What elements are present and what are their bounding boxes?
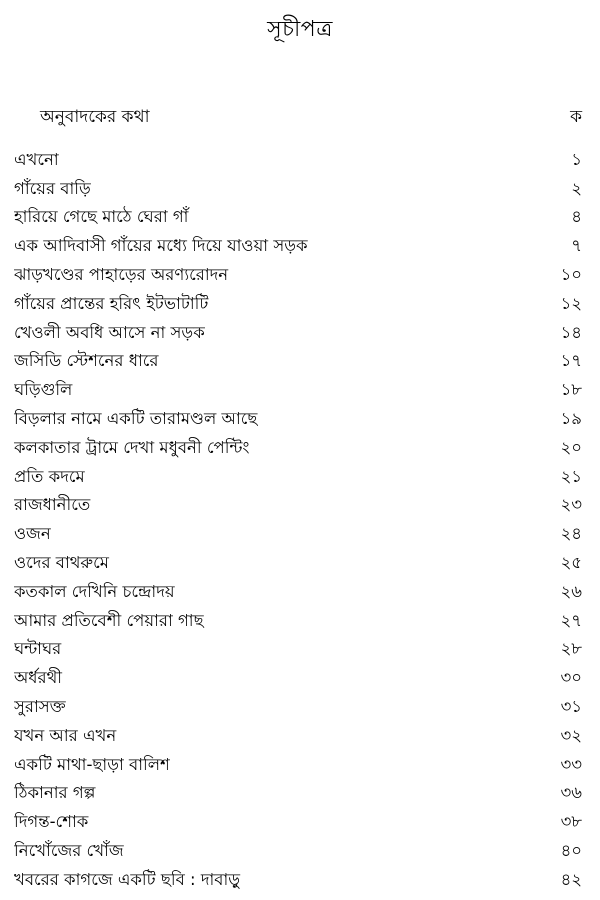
toc-entry-page-number: ৩৬	[560, 783, 582, 803]
toc-entry-page-number: ২৩	[560, 495, 582, 515]
toc-entry-title: হারিয়ে গেছে মাঠে ঘেরা গাঁ	[14, 207, 189, 227]
toc-entry-title: নিখোঁজের খোঁজ	[14, 841, 124, 861]
toc-entry[interactable]	[14, 434, 582, 463]
toc-entry-page-number: ২৮	[560, 639, 582, 659]
toc-entry[interactable]	[14, 463, 582, 492]
toc-entry-page-number: ২৬	[560, 581, 582, 601]
toc-entry-page-number: ১৯	[560, 409, 582, 429]
toc-entry[interactable]	[14, 693, 582, 722]
toc-entry-page-number: ২৪	[560, 524, 582, 544]
toc-entry-title: আমার প্রতিবেশী পেয়ারা গাছ	[14, 610, 204, 630]
toc-entry-page-number: ৪	[571, 207, 582, 227]
toc-entry-title: অর্ধরথী	[14, 668, 63, 688]
toc-entry-page-number: ২	[571, 178, 582, 198]
toc-entry-page-number: ১৪	[560, 322, 582, 342]
toc-entry-title: ওজন	[14, 524, 51, 544]
toc-entry-title: গাঁয়ের প্রান্তের হরিৎ ইটভাটাটি	[14, 293, 209, 313]
toc-entry-page-number: ৪০	[560, 841, 582, 861]
toc-entry-page-number: ৩২	[560, 725, 582, 745]
toc-entry-page-number: ৩৮	[560, 812, 582, 832]
toc-entry[interactable]	[14, 808, 582, 837]
toc-entry-title: কতকাল দেখিনি চন্দ্রোদয়	[14, 581, 175, 601]
toc-entry-page-number: ২৫	[560, 553, 582, 573]
toc-entry-title: রাজধানীতে	[14, 495, 91, 515]
toc-entry-title: যখন আর এখন	[14, 725, 117, 745]
toc-entry[interactable]	[14, 549, 582, 578]
toc-entry[interactable]	[14, 722, 582, 751]
toc-entry-title: ঠিকানার গল্প	[14, 783, 96, 803]
toc-entry-page-number: ২১	[560, 466, 582, 486]
toc-entry-title: ঘন্টাঘর	[14, 639, 62, 659]
toc-entry-title: খেওলী অবধি আসে না সড়ক	[14, 322, 205, 342]
toc-entry-page-number: ১৮	[560, 380, 582, 400]
toc-entry-title: কলকাতার ট্রামে দেখা মধুবনী পেন্টিং	[14, 437, 250, 457]
toc-entry[interactable]	[14, 348, 582, 377]
toc-entry-title: ঘড়িগুলি	[14, 380, 73, 400]
toc-entry[interactable]	[14, 146, 582, 175]
toc-entry-page-number: ৩০	[560, 668, 582, 688]
toc-entry-title: প্রতি কদমে	[14, 466, 85, 486]
toc-entry[interactable]	[14, 261, 582, 290]
toc-entry-title: গাঁয়ের বাড়ি	[14, 178, 91, 198]
page-title: সূচীপত্র	[267, 17, 333, 42]
toc-entry-title: এখনো	[14, 149, 59, 169]
toc-entry[interactable]	[14, 405, 582, 434]
toc-entry[interactable]	[14, 837, 582, 866]
toc-entry-page-number: ১০	[560, 265, 582, 285]
toc-entry[interactable]	[14, 578, 582, 607]
toc-entry-page-number: ১২	[560, 293, 582, 313]
preface-entry[interactable]	[40, 104, 582, 132]
toc-list	[14, 146, 582, 895]
toc-entry[interactable]	[14, 636, 582, 665]
toc-entry[interactable]	[14, 520, 582, 549]
toc-entry[interactable]	[14, 492, 582, 521]
toc-entry-title: এক আদিবাসী গাঁয়ের মধ্যে দিয়ে যাওয়া সড়ক	[14, 236, 308, 256]
toc-entry[interactable]	[14, 376, 582, 405]
toc-entry[interactable]	[14, 780, 582, 809]
toc-entry-title: একটি মাথা-ছাড়া বালিশ	[14, 754, 170, 774]
toc-entry[interactable]	[14, 175, 582, 204]
toc-entry-title: খবরের কাগজে একটি ছবি : দাবাড়ু	[14, 869, 241, 889]
toc-entry[interactable]	[14, 607, 582, 636]
toc-entry[interactable]	[14, 290, 582, 319]
toc-entry-title: জসিডি স্টেশনের ধারে	[14, 351, 159, 371]
toc-entry-page-number: ৩১	[560, 697, 582, 717]
toc-entry-title: ওদের বাথরুমে	[14, 553, 109, 573]
toc-entry-page-number: ৪২	[560, 869, 582, 889]
toc-entry-title: বিড়লার নামে একটি তারামণ্ডল আছে	[14, 409, 258, 429]
toc-entry-page-number: ৩৩	[560, 754, 582, 774]
toc-entry-title: ঝাড়খণ্ডের পাহাড়ের অরণ্যরোদন	[14, 265, 229, 285]
toc-entry[interactable]	[14, 319, 582, 348]
toc-entry-title: দিগন্ত-শোক	[14, 812, 89, 832]
toc-entry-page-number: ১	[571, 149, 582, 169]
toc-entry[interactable]	[14, 866, 582, 895]
toc-entry[interactable]	[14, 204, 582, 233]
toc-entry-page-number: ২৭	[560, 610, 582, 630]
toc-entry[interactable]	[14, 664, 582, 693]
toc-entry-title: সুরাসক্ত	[14, 697, 66, 717]
preface-page-number: ক	[570, 107, 582, 127]
toc-entry-page-number: ১৭	[560, 351, 582, 371]
toc-entry-page-number: ২০	[560, 437, 582, 457]
preface-title: অনুবাদকের কথা	[40, 107, 150, 127]
toc-entry-page-number: ৭	[571, 236, 582, 256]
toc-entry[interactable]	[14, 232, 582, 261]
toc-entry[interactable]	[14, 751, 582, 780]
